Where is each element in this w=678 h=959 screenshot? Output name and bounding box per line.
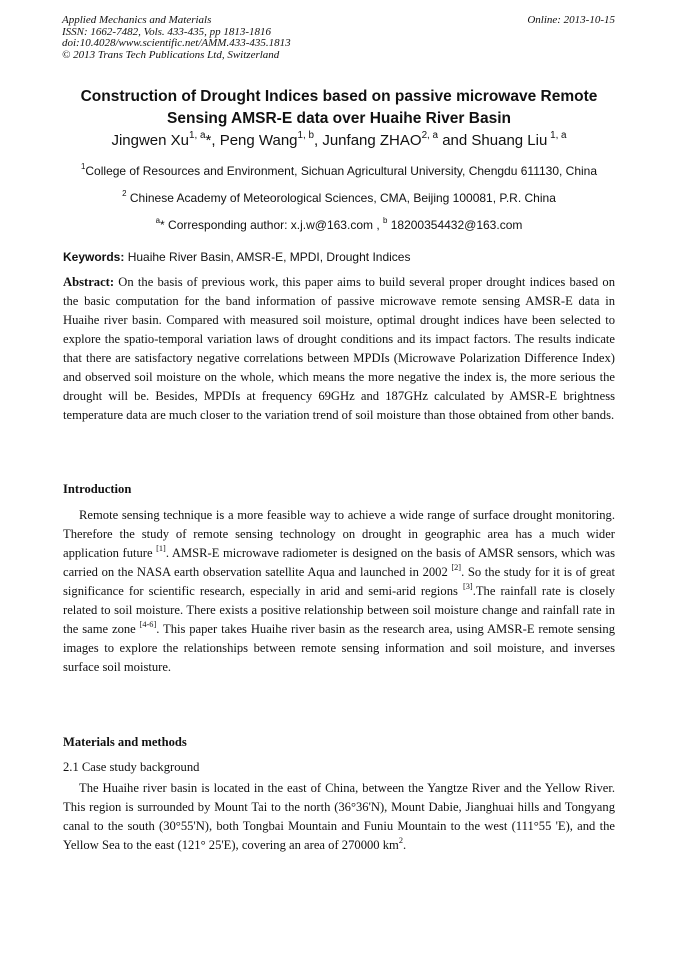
case-study-text: The Huaihe river basin is located in the east of China, between the Yangtze River and the Yellow River. This region is surrounded by Mount Tai to the north (36°36'N), Mount Dabie, Jianghuai hills and Tongyang canal to the south (30°55'N), both Tongbai Mountain and Funiu Mountain to the west (111°55 'E), and the Yellow Sea to the east (121° 25'E), covering an area of 270000 km xyxy=(63,781,615,852)
methods-heading: Materials and methods xyxy=(63,735,187,749)
intro-text: . AMSR-E microwave radiometer is designed on the basis of AMSR sensors, which was carried on the NASA earth observation satellite Aqua and launched in 2002 xyxy=(63,546,615,579)
introduction-heading: Introduction xyxy=(63,482,132,496)
abstract-label: Abstract: xyxy=(63,275,115,289)
copyright-line: © 2013 Trans Tech Publications Ltd, Switzerland xyxy=(62,48,280,61)
intro-text: Remote sensing technique is a more feasible way to achieve a wide range of surface drought monitoring. Therefore the study of remote sensing technology on drought in geographic area has a much wider application future xyxy=(63,508,615,560)
author-separator: , xyxy=(211,132,220,149)
author-name: Shuang Liu xyxy=(471,132,548,149)
introduction-paragraph xyxy=(63,506,615,677)
affiliation-text: Chinese Academy of Meteorological Sciences, CMA, Beijing 100081, P.R. China xyxy=(126,191,556,205)
citation: [4-6] xyxy=(139,619,157,629)
paper-title xyxy=(40,86,638,130)
intro-text: . This paper takes Huaihe river basin as the research area, using AMSR-E remote sensing images to explore the relationships between remote sensing information and soil moisture, and inverses surface soil moisture. xyxy=(63,622,616,674)
title-line-2: Sensing AMSR-E data over Huaihe River Basin xyxy=(167,110,511,127)
author-affil-mark: 1, a xyxy=(547,129,567,141)
title-line-1: Construction of Drought Indices based on passive microwave Remote xyxy=(80,88,598,105)
affiliation-text: College of Resources and Environment, Sichuan Agricultural University, Chengdu 611130, China xyxy=(85,164,598,178)
case-study-paragraph xyxy=(63,779,615,855)
citation: [3] xyxy=(463,581,473,591)
author-affil-mark: 1, a xyxy=(189,129,206,141)
author-name: Peng Wang xyxy=(219,132,298,149)
affiliation-2 xyxy=(20,190,658,206)
abstract xyxy=(63,273,615,425)
doi-line: doi:10.4028/www.scientific.net/AMM.433-435.1813 xyxy=(62,37,291,49)
affiliation-1 xyxy=(20,163,658,179)
journal-meta xyxy=(62,15,291,61)
issn-line: ISSN: 1662-7482, Vols. 433-435, pp 1813-1816 xyxy=(62,25,271,38)
online-date: Online: 2013-10-15 xyxy=(527,14,615,26)
author-separator: and xyxy=(438,132,472,149)
keywords xyxy=(63,249,615,265)
intro-text: .The rainfall rate is closely related to soil moisture. There exists a positive relationship between soil moisture change and rainfall rate in the same zone xyxy=(63,584,615,636)
citation: [1] xyxy=(156,543,166,553)
author-corresponding-mark: * xyxy=(205,132,212,149)
corresponding-mark-a: a xyxy=(155,215,161,225)
corresponding-email-b: 18200354432@163.com xyxy=(387,218,523,232)
author-separator: , xyxy=(314,132,323,149)
intro-text: . So the study for it is of great significance for scientific research, especially in arid and semi-arid regions xyxy=(63,565,615,598)
keywords-text: Huaihe River Basin, AMSR-E, MPDI, Drought Indices xyxy=(124,250,411,264)
author-list xyxy=(20,131,658,151)
author-name: Jingwen Xu xyxy=(111,132,190,149)
affiliation-mark: 2 xyxy=(122,188,127,198)
corresponding-email-a: * Corresponding author: x.j.w@163.com , xyxy=(160,218,383,232)
affiliation-mark: 1 xyxy=(80,161,86,171)
case-study-subheading: 2.1 Case study background xyxy=(63,760,200,774)
author-affil-mark: 1, b xyxy=(297,129,314,141)
corresponding-mark-b: b xyxy=(383,215,388,225)
keywords-label: Keywords: xyxy=(63,250,125,264)
citation: [2] xyxy=(451,562,462,572)
abstract-text: On the basis of previous work, this paper aims to build several proper drought indices based on the basic computation for the band information of passive microwave remote sensing AMSR-E data in Huaihe river basin. Compared with measured soil moisture, optimal drought indices have been selected to explore the spatio-temporal variation laws of drought conditions and its impact factors. The results indicate that there are satisfactory negative correlations between MPDIs (Microwave Polarization Difference Index) and observed soil moisture on the whole, which means the more negative the index is, the more serious the drought will be. Besides, MPDIs at frequency 69GHz and 187GHz calculated by AMSR-E brightness temperature data are much closer to the variation trend of soil moisture than those obtained from other bands. xyxy=(63,275,615,422)
author-affil-mark: 2, a xyxy=(421,129,439,141)
case-study-end: . xyxy=(403,838,407,852)
corresponding-author xyxy=(20,217,658,233)
unit-superscript: 2 xyxy=(398,835,403,845)
author-name: Junfang ZHAO xyxy=(322,132,422,149)
journal-name: Applied Mechanics and Materials xyxy=(62,14,212,26)
